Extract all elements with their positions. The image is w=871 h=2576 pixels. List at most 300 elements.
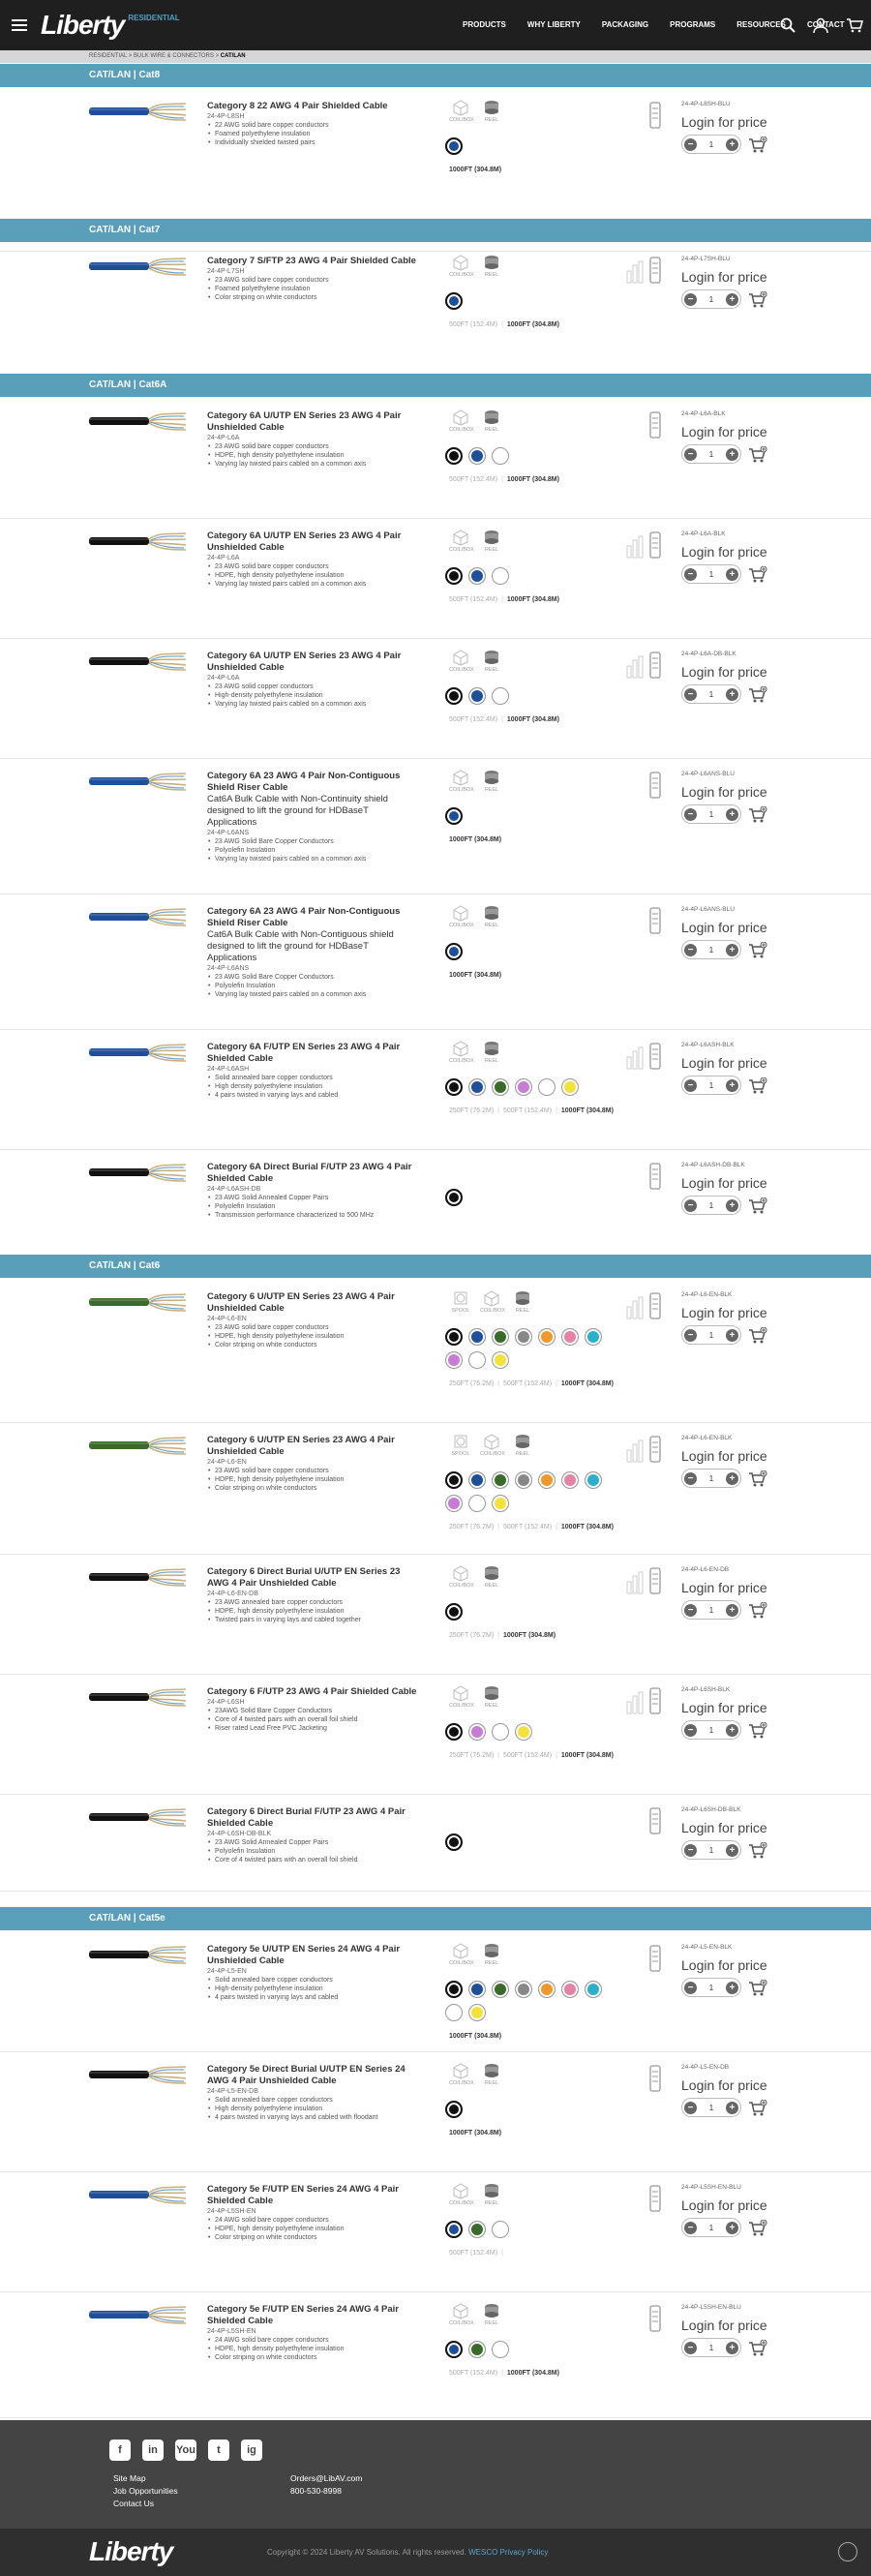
swatch-black[interactable] [445,1471,463,1489]
swatch-pink[interactable] [561,1471,579,1489]
length-selected[interactable]: 1000FT (304.8M) [506,2370,559,2377]
length-selected[interactable]: 1000FT (304.8M) [560,1524,614,1530]
packaging-reel[interactable] [480,1040,503,1064]
swatch-white[interactable] [538,1078,556,1096]
menu-icon[interactable] [12,19,27,31]
login-for-price[interactable]: Login for price [681,920,767,935]
packaging-reel[interactable] [480,2062,503,2086]
minus-button[interactable]: − [684,944,697,956]
product-title[interactable]: Category 6 Direct Burial U/UTP EN Series 23 AWG 4 Pair Unshielded Cable [207,1566,401,1589]
quantity-stepper[interactable] [681,1600,741,1620]
packaging-reel[interactable] [511,1289,534,1314]
add-to-cart-icon[interactable] [748,942,766,957]
product-title[interactable]: Category 6A 23 AWG 4 Pair Non-Contiguous Shield Riser Cable [207,771,401,793]
swatch-violet[interactable] [468,1723,486,1741]
length-selected[interactable]: 1000FT (304.8M) [506,716,559,723]
swatch-blue[interactable] [445,2221,463,2238]
packaging-reel[interactable] [480,2302,503,2326]
social-icon[interactable]: t [208,2440,229,2461]
add-to-cart-icon[interactable] [748,136,766,152]
quantity-value[interactable]: 1 [708,1200,714,1210]
product-image[interactable] [89,771,186,792]
packaging-reel[interactable] [480,769,503,793]
minus-button[interactable]: − [684,293,697,306]
packaging-reel[interactable] [480,1564,503,1589]
packaging-coil[interactable] [449,649,472,673]
quantity-stepper[interactable] [681,2098,741,2117]
swatch-violet[interactable] [515,1078,532,1096]
quantity-stepper[interactable] [681,444,741,464]
length-option[interactable]: 250FT (76.2M) [449,1107,495,1114]
social-icon[interactable]: You Tube [175,2440,196,2461]
length-selected[interactable]: 1000FT (304.8M) [560,1380,614,1387]
packaging-spool[interactable] [449,1433,472,1457]
packaging-reel[interactable] [511,1433,534,1457]
login-for-price[interactable]: Login for price [681,664,767,680]
length-option[interactable]: 500FT (152.4M) [503,1380,553,1387]
product-image[interactable] [89,2184,186,2205]
product-title[interactable]: Category 6A U/UTP EN Series 23 AWG 4 Pair Unshielded Cable [207,410,402,433]
product-title[interactable]: Category 6A U/UTP EN Series 23 AWG 4 Pair Unshielded Cable [207,651,402,673]
length-option[interactable]: 500FT (152.4M) [449,2370,498,2377]
footer-link[interactable]: Site Map [113,2473,146,2483]
packaging-coil[interactable] [480,1289,503,1314]
swatch-orange[interactable] [538,1328,556,1346]
product-image[interactable] [89,2304,186,2325]
packaging-spool[interactable] [449,1289,472,1314]
privacy-link[interactable]: WESCO Privacy Policy [468,2548,549,2557]
plus-button[interactable]: + [726,1199,738,1212]
length-option[interactable]: 250FT (76.2M) [449,1632,495,1639]
quantity-value[interactable]: 1 [708,1845,714,1855]
add-to-cart-icon[interactable] [748,1327,766,1343]
quantity-value[interactable]: 1 [708,1983,714,1992]
plus-button[interactable]: + [726,1329,738,1342]
quantity-stepper[interactable] [681,1720,741,1740]
length-selected[interactable]: 1000FT (304.8M) [506,321,559,328]
add-to-cart-icon[interactable] [748,1470,766,1486]
packaging-coil[interactable] [480,1433,503,1457]
swatch-yellow[interactable] [492,1351,509,1369]
swatch-green[interactable] [492,1078,509,1096]
plus-button[interactable]: + [726,1079,738,1092]
length-selected[interactable]: 1000FT (304.8M) [506,476,559,483]
quantity-stepper[interactable] [681,135,741,154]
minus-button[interactable]: − [684,1079,697,1092]
packaging-reel[interactable] [480,1684,503,1709]
quantity-stepper[interactable] [681,564,741,584]
swatch-blue[interactable] [468,1328,486,1346]
quantity-stepper[interactable] [681,804,741,824]
user-icon[interactable] [813,17,828,33]
minus-button[interactable]: − [684,138,697,151]
footer-contact-item[interactable]: 800-530-8998 [290,2486,342,2496]
quantity-stepper[interactable] [681,1325,741,1345]
minus-button[interactable]: − [684,2222,697,2234]
length-option[interactable]: 500FT (152.4M) [449,476,498,483]
swatch-blue[interactable] [468,1078,486,1096]
swatch-violet[interactable] [445,1495,463,1512]
packaging-coil[interactable] [449,529,472,553]
quantity-stepper[interactable] [681,940,741,959]
add-to-cart-icon[interactable] [748,1197,766,1213]
login-for-price[interactable]: Login for price [681,114,767,130]
plus-button[interactable]: + [726,2222,738,2234]
social-icon[interactable]: f [109,2440,131,2461]
quantity-value[interactable]: 1 [708,449,714,459]
swatch-blue[interactable] [445,137,463,155]
packaging-reel[interactable] [480,99,503,123]
minus-button[interactable]: − [684,1199,697,1212]
footer-logo[interactable]: Liberty [89,2536,173,2566]
packaging-coil[interactable] [449,1040,472,1064]
feature-item: • 23 AWG annealed bare copper conductors [207,1598,418,1607]
breadcrumb-item[interactable]: RESIDENTIAL [89,53,128,59]
swatch-black[interactable] [445,1981,463,1998]
login-for-price[interactable]: Login for price [681,1820,767,1835]
logo[interactable]: Liberty [41,10,125,40]
quantity-value[interactable]: 1 [708,1725,714,1735]
length-option[interactable]: 500FT (152.4M) [503,1752,553,1759]
plus-button[interactable]: + [726,2102,738,2114]
product-image[interactable] [89,1806,186,1828]
product-image[interactable] [89,1686,186,1708]
packaging-coil[interactable] [449,769,472,793]
swatch-black[interactable] [445,1603,463,1621]
product-title[interactable]: Category 5e F/UTP EN Series 24 AWG 4 Pair Shielded Cable [207,2184,399,2206]
cart-icon[interactable] [846,17,861,33]
swatch-yellow[interactable] [515,1723,532,1741]
swatch-white[interactable] [468,1351,486,1369]
swatch-cyan[interactable] [585,1981,602,1998]
product-image[interactable] [89,410,186,432]
quantity-value[interactable]: 1 [708,294,714,304]
length-selected[interactable]: 1000FT (304.8M) [449,2033,502,2040]
swatch-violet[interactable] [445,1351,463,1369]
swatch-white[interactable] [492,687,509,705]
minus-button[interactable]: − [684,688,697,701]
length-selected[interactable]: 1000FT (304.8M) [560,1752,614,1759]
product-image[interactable] [89,1042,186,1063]
packaging-coil[interactable] [449,1942,472,1966]
product-title[interactable]: Category 6A 23 AWG 4 Pair Non-Contiguous Shield Riser Cable [207,906,401,928]
minus-button[interactable]: − [684,1982,697,1994]
swatch-black[interactable] [445,1834,463,1851]
packaging-coil[interactable] [449,1564,472,1589]
product-title[interactable]: Category 6A Direct Burial F/UTP 23 AWG 4 Pair Shielded Cable [207,1162,412,1184]
packaging-coil[interactable] [449,2062,472,2086]
footer-link[interactable]: Job Opportunities [113,2486,178,2496]
quantity-value[interactable]: 1 [708,1080,714,1090]
product-title[interactable]: Category 6 U/UTP EN Series 23 AWG 4 Pair Unshielded Cable [207,1291,395,1314]
packaging-coil[interactable] [449,2302,472,2326]
swatch-black[interactable] [445,447,463,465]
quantity-stepper[interactable] [681,1196,741,1215]
login-for-price[interactable]: Login for price [681,1700,767,1715]
swatch-blue[interactable] [445,807,463,825]
add-to-cart-icon[interactable] [748,446,766,462]
variant-sku: 24-4P-L6ANS-BLU [681,906,735,913]
plus-button[interactable]: + [726,138,738,151]
plus-button[interactable]: + [726,2342,738,2354]
product-image[interactable] [89,651,186,672]
minus-button[interactable]: − [684,1329,697,1342]
product-title[interactable]: Category 5e F/UTP EN Series 24 AWG 4 Pair Shielded Cable [207,2304,399,2326]
swatch-green[interactable] [468,2221,486,2238]
login-for-price[interactable]: Login for price [681,424,767,439]
login-for-price[interactable]: Login for price [681,2077,767,2093]
product-image[interactable] [89,1291,186,1313]
packaging-reel[interactable] [480,409,503,433]
minus-button[interactable]: − [684,2342,697,2354]
swatch-white[interactable] [468,1495,486,1512]
add-to-cart-icon[interactable] [748,806,766,822]
swatch-blue[interactable] [468,687,486,705]
swatch-black[interactable] [445,687,463,705]
swatch-black[interactable] [445,2101,463,2118]
length-selected[interactable]: 1000FT (304.8M) [506,596,559,603]
length-option[interactable]: 500FT (152.4M) [503,1524,553,1530]
product-image[interactable] [89,1566,186,1588]
product-image[interactable] [89,1944,186,1965]
length-option[interactable]: 500FT (152.4M) [503,1107,553,1114]
swatch-white[interactable] [492,2221,509,2238]
product-image[interactable] [89,101,186,122]
plus-button[interactable]: + [726,1844,738,1857]
swatch-pink[interactable] [561,1981,579,1998]
quantity-value[interactable]: 1 [708,1330,714,1340]
swatch-white[interactable] [492,2341,509,2358]
social-icon[interactable]: in [142,2440,164,2461]
login-for-price[interactable]: Login for price [681,1448,767,1464]
swatch-gray[interactable] [515,1471,532,1489]
add-to-cart-icon[interactable] [748,686,766,702]
footer-link[interactable]: Contact Us [113,2499,155,2508]
swatch-yellow[interactable] [492,1495,509,1512]
length-option[interactable]: 250FT (76.2M) [449,1524,495,1530]
swatch-gray[interactable] [515,1981,532,1998]
product-title[interactable]: Category 5e Direct Burial U/UTP EN Series 24 AWG 4 Pair Unshielded Cable [207,2064,405,2086]
add-to-cart-icon[interactable] [748,1602,766,1618]
quantity-stepper[interactable] [681,1076,741,1095]
swatch-white[interactable] [492,1723,509,1741]
length-selected[interactable]: 1000FT (304.8M) [449,167,502,173]
packaging-coil[interactable] [449,254,472,278]
swatch-blue[interactable] [468,1981,486,1998]
search-icon[interactable] [780,17,796,33]
product-title[interactable]: Category 6 U/UTP EN Series 23 AWG 4 Pair Unshielded Cable [207,1435,395,1457]
plus-button[interactable]: + [726,944,738,956]
packaging-reel[interactable] [480,2182,503,2206]
packaging-coil[interactable] [449,99,472,123]
plus-button[interactable]: + [726,448,738,461]
packaging-coil[interactable] [449,2182,472,2206]
swatch-green[interactable] [492,1471,509,1489]
quantity-value[interactable]: 1 [708,569,714,579]
swatch-green[interactable] [468,2341,486,2358]
add-to-cart-icon[interactable] [748,566,766,582]
minus-button[interactable]: − [684,1472,697,1485]
nav-item[interactable]: PROGRAMS [670,20,716,29]
minus-button[interactable]: − [684,808,697,821]
add-to-cart-icon[interactable] [748,2100,766,2115]
quantity-value[interactable]: 1 [708,945,714,955]
plus-button[interactable]: + [726,1724,738,1737]
product-title[interactable]: Category 6 Direct Burial F/UTP 23 AWG 4 Pair Shielded Cable [207,1806,405,1829]
swatch-cyan[interactable] [585,1328,602,1346]
login-for-price[interactable]: Login for price [681,2197,767,2213]
quantity-value[interactable]: 1 [708,809,714,819]
login-for-price[interactable]: Login for price [681,544,767,560]
add-to-cart-icon[interactable] [748,2220,766,2235]
swatch-green[interactable] [492,1328,509,1346]
swatch-blue[interactable] [468,1471,486,1489]
product-title[interactable]: Category 5e U/UTP EN Series 24 AWG 4 Pair Unshielded Cable [207,1944,401,1966]
quantity-stepper[interactable] [681,1469,741,1488]
quantity-stepper[interactable] [681,2218,741,2237]
length-option[interactable]: 500FT (152.4M) [449,321,498,328]
length-option[interactable]: 250FT (76.2M) [449,1380,495,1387]
swatch-blue[interactable] [445,943,463,960]
length-selected[interactable]: 1000FT (304.8M) [503,1632,556,1639]
swatch-blue[interactable] [445,2341,463,2358]
product-image[interactable] [89,1435,186,1456]
accessibility-icon[interactable] [838,2542,857,2561]
swatch-white[interactable] [492,567,509,585]
minus-button[interactable]: − [684,1844,697,1857]
swatch-yellow[interactable] [468,2004,486,2021]
swatch-orange[interactable] [538,1471,556,1489]
add-to-cart-icon[interactable] [748,1980,766,1995]
length-selected[interactable]: 1000FT (304.8M) [560,1107,614,1114]
minus-button[interactable]: − [684,2102,697,2114]
breadcrumb-item[interactable]: BULK WIRE & CONNECTORS [133,53,214,59]
login-for-price[interactable]: Login for price [681,1175,767,1191]
add-to-cart-icon[interactable] [748,1722,766,1738]
product-image[interactable] [89,2064,186,2085]
packaging-coil[interactable] [449,409,472,433]
login-for-price[interactable]: Login for price [681,784,767,800]
packaging-reel[interactable] [480,254,503,278]
quantity-stepper[interactable] [681,2338,741,2357]
swatch-blue[interactable] [468,447,486,465]
quantity-value[interactable]: 1 [708,2103,714,2112]
swatch-black[interactable] [445,1723,463,1741]
swatch-white[interactable] [492,447,509,465]
product-image[interactable] [89,256,186,277]
quantity-value[interactable]: 1 [708,2223,714,2232]
product-image[interactable] [89,530,186,552]
product-title[interactable]: Category 6A F/UTP EN Series 23 AWG 4 Pair Shielded Cable [207,1042,401,1064]
swatch-black[interactable] [445,1078,463,1096]
nav-item[interactable]: CONTACT [806,20,845,29]
packaging-reel[interactable] [480,649,503,673]
packaging-coil[interactable] [449,904,472,928]
nav-item[interactable]: PACKAGING [601,20,649,29]
swatch-green[interactable] [492,1981,509,1998]
plus-button[interactable]: + [726,293,738,306]
quantity-stepper[interactable] [681,1978,741,1997]
swatch-black[interactable] [445,567,463,585]
quantity-value[interactable]: 1 [708,139,714,149]
plus-button[interactable]: + [726,688,738,701]
product-title[interactable]: Category 6 F/UTP 23 AWG 4 Pair Shielded Cable [207,1686,417,1697]
add-to-cart-icon[interactable] [748,291,766,307]
product-title[interactable]: Category 7 S/FTP 23 AWG 4 Pair Shielded Cable [207,256,416,266]
swatch-yellow[interactable] [561,1078,579,1096]
login-for-price[interactable]: Login for price [681,1305,767,1320]
login-for-price[interactable]: Login for price [681,1580,767,1595]
minus-button[interactable]: − [684,568,697,581]
quantity-stepper[interactable] [681,684,741,704]
product-image[interactable] [89,1162,186,1183]
packaging-reel[interactable] [480,529,503,553]
swatch-blue[interactable] [468,567,486,585]
length-option[interactable]: 250FT (76.2M) [449,1752,495,1759]
plus-button[interactable]: + [726,808,738,821]
minus-button[interactable]: − [684,1724,697,1737]
swatch-black[interactable] [445,1328,463,1346]
product-title[interactable]: Category 6A U/UTP EN Series 23 AWG 4 Pair Unshielded Cable [207,530,402,553]
length-selected[interactable]: 1000FT (304.8M) [449,2130,502,2137]
swatch-white[interactable] [445,2004,463,2021]
login-for-price[interactable]: Login for price [681,1055,767,1071]
quantity-value[interactable]: 1 [708,2343,714,2352]
product-title[interactable]: Category 8 22 AWG 4 Pair Shielded Cable [207,101,388,111]
length-selected[interactable]: 1000FT (304.8M) [449,972,502,979]
packaging-reel[interactable] [480,1942,503,1966]
footer-contact-item[interactable]: Orders@LibAV.com [290,2473,363,2483]
nav-item[interactable]: WHY LIBERTY [526,20,581,29]
length-option[interactable]: 500FT (152.4M) [449,596,498,603]
swatch-cyan[interactable] [585,1471,602,1489]
swatch-blue[interactable] [445,292,463,310]
packaging-reel[interactable] [480,904,503,928]
swatch-black[interactable] [445,1189,463,1206]
plus-button[interactable]: + [726,1982,738,1994]
length-selected[interactable]: 1000FT (304.8M) [449,836,502,843]
nav-item[interactable]: PRODUCTS [463,20,506,29]
product-image[interactable] [89,906,186,927]
add-to-cart-icon[interactable] [748,2340,766,2355]
add-to-cart-icon[interactable] [748,1842,766,1858]
packaging-label: COIL/BOX [449,2080,474,2086]
login-for-price[interactable]: Login for price [681,2318,767,2333]
add-to-cart-icon[interactable] [748,1077,766,1093]
length-option[interactable]: 500FT (152.4M) [449,716,498,723]
quantity-value[interactable]: 1 [708,1473,714,1483]
length-option[interactable]: 500FT (152.4M) [449,2250,498,2257]
swatch-gray[interactable] [515,1328,532,1346]
swatch-orange[interactable] [538,1981,556,1998]
nav-item[interactable]: RESOURCES [736,20,786,29]
minus-button[interactable]: − [684,448,697,461]
packaging-coil[interactable] [449,1684,472,1709]
login-for-price[interactable]: Login for price [681,269,767,285]
plus-button[interactable]: + [726,568,738,581]
quantity-value[interactable]: 1 [708,689,714,699]
plus-button[interactable]: + [726,1604,738,1617]
quantity-stepper[interactable] [681,1840,741,1860]
plus-button[interactable]: + [726,1472,738,1485]
quantity-value[interactable]: 1 [708,1605,714,1615]
minus-button[interactable]: − [684,1604,697,1617]
quantity-stepper[interactable] [681,289,741,309]
swatch-pink[interactable] [561,1328,579,1346]
login-for-price[interactable]: Login for price [681,1957,767,1973]
copyright-text: Copyright © 2024 Liberty AV Solutions. All rights reserved. [267,2548,466,2557]
social-icon[interactable]: ig [241,2440,262,2461]
